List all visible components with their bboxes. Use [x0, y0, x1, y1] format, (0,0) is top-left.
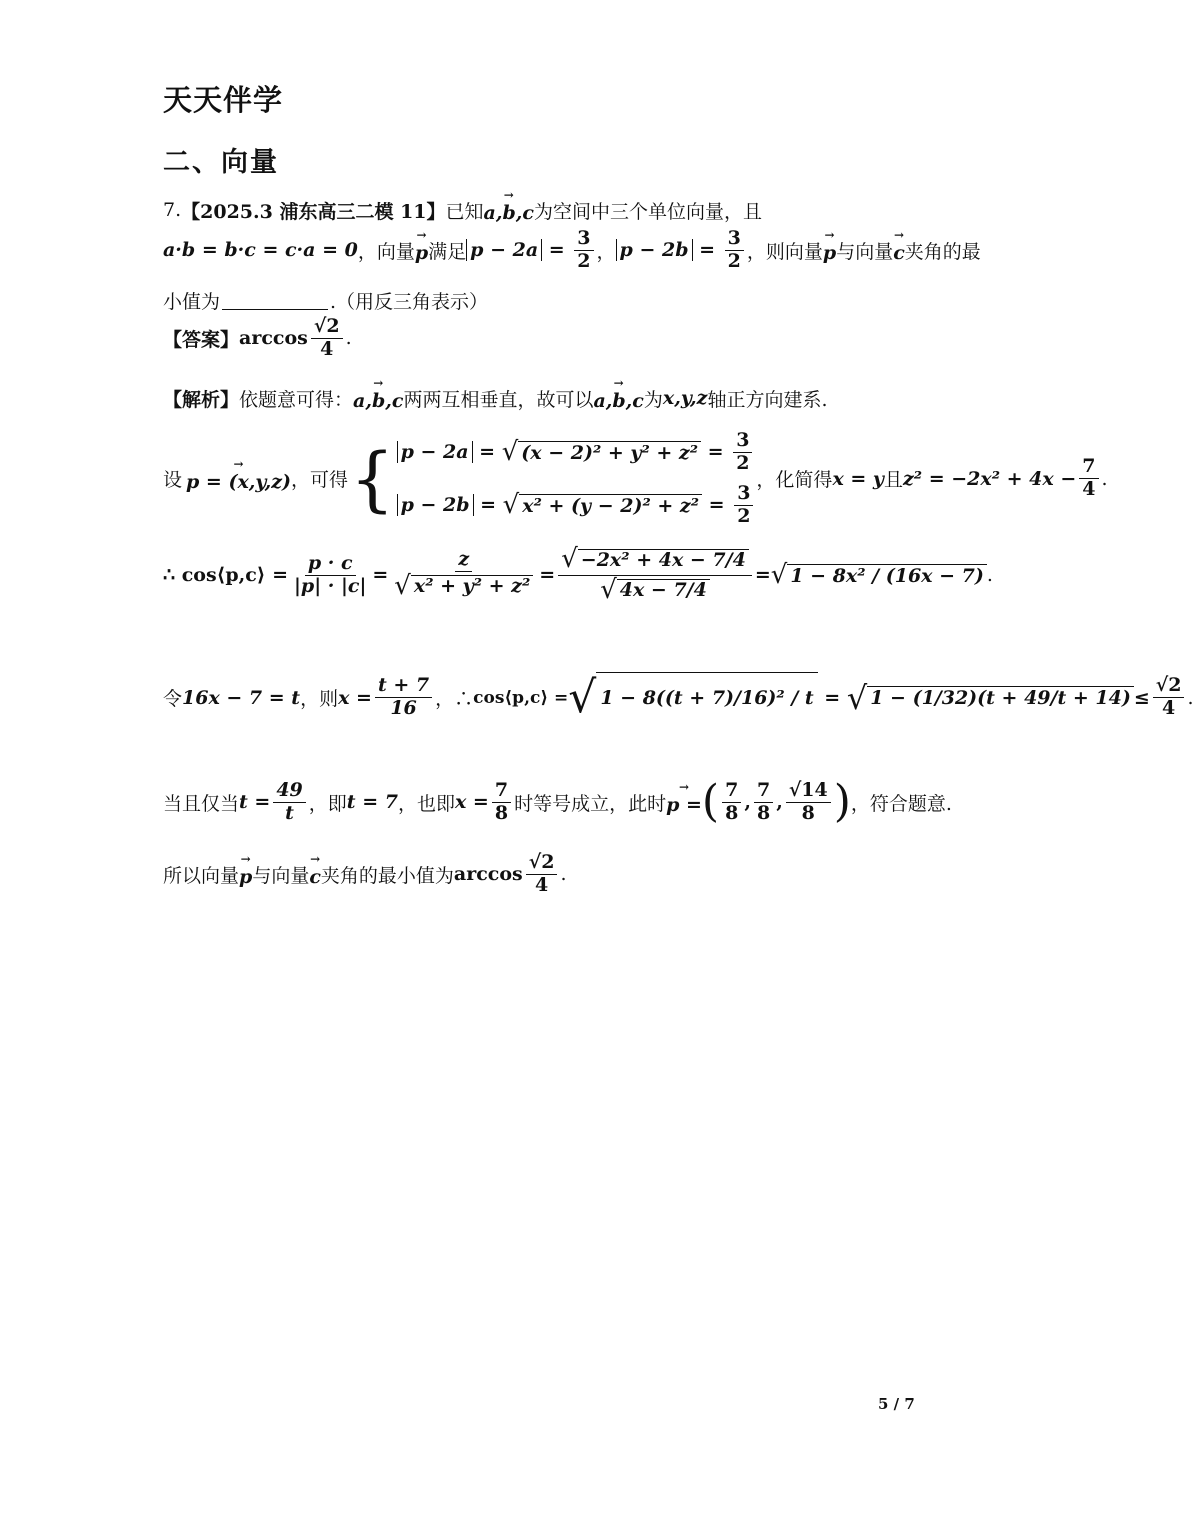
axes-xyz: x,y,z — [662, 387, 708, 409]
arccos-function: arccos — [453, 863, 523, 886]
analysis-label: 【解析】 — [163, 388, 240, 411]
p-definition: → p = (x,y,z) — [186, 465, 291, 493]
answer-line: 【答案】 arccos $\frac{√2}{4}$ . — [163, 315, 352, 360]
analysis-text: 依题意可得： — [239, 388, 354, 411]
fraction-3-2: $\frac{3}{2}$ — [725, 228, 744, 273]
brace-icon: { — [350, 437, 395, 520]
orthogonality-equation: a·b = b·c = c·a = 0 — [163, 239, 358, 262]
question-text: 夹角的最 — [904, 240, 981, 263]
subst-root-2: √ 1 − (1/32)(t + 49/t + 14) — [847, 679, 1134, 717]
question-text: 小值为 — [163, 291, 221, 313]
analysis-text: 为 — [643, 388, 663, 411]
question-source: 【2025.3 浦东高三二模 11】 — [181, 200, 446, 223]
question-number: 7. — [163, 199, 182, 221]
setup-text: ，可得 — [291, 469, 349, 492]
page-number: 5 / 7 — [878, 1395, 915, 1413]
subst-text: 令 — [163, 688, 183, 710]
answer-label: 【答案】 — [163, 328, 240, 351]
setup-text: ，化简得 — [756, 469, 833, 492]
question-text: 已知 — [445, 200, 484, 223]
vector-p: → p — [415, 236, 428, 264]
vector-c: → c — [309, 860, 321, 888]
setup-text: 设 — [163, 469, 183, 492]
condition-2: p − 2b — [616, 239, 693, 261]
answer-blank — [222, 291, 328, 310]
analysis-text: 两两互相垂直，故可以 — [403, 388, 594, 411]
analysis-line — [163, 384, 828, 412]
vector-abc: → a,b,c — [353, 384, 403, 412]
equality-text: ，即 — [308, 792, 347, 815]
setup-text: 且 — [883, 469, 903, 492]
vector-abc: → a,b,c — [593, 384, 643, 412]
fraction-3-2: $\frac{3}{2}$ — [574, 228, 593, 273]
system-equation-1: p − 2a = √ (x − 2)² + y² + z² = $\frac{3}{2}$ — [397, 430, 757, 475]
equality-text: ，也即 — [397, 792, 455, 815]
vector-c: → c — [893, 236, 905, 264]
question-text: .（用反三角表示） — [330, 291, 489, 313]
cos-root: √ 1 − 8x² / (16x − 7) — [771, 560, 987, 590]
vector-p: → p = — [666, 788, 702, 816]
cos-lead: ∴ cos⟨p,c⟩ = — [163, 564, 289, 587]
analysis-text: 轴正方向建系. — [707, 388, 828, 411]
x-equals-y: x = y — [832, 467, 884, 490]
vector-p: → p — [823, 236, 836, 264]
question-line-1 — [163, 196, 762, 224]
substitution-line: 令 16x − 7 = t ，则 x = $\frac{t + 7}{16}$ ，∴ cos⟨p,c⟩ = √ 1 − 8((t + 7)/16)² / t = √ 1 − (1/32)(t + 49/t + 14) ≤ $\frac{√2}{4}$ . — [163, 672, 1194, 723]
equation-system — [397, 430, 757, 527]
question-text: 满足 — [428, 240, 467, 263]
section-title: 二、向量 — [163, 147, 279, 178]
question-text: 与向量 — [836, 240, 894, 263]
question-line-3 — [163, 287, 488, 314]
vector-abc: → a,b,c — [484, 196, 534, 224]
subst-text: ，∴ — [435, 688, 474, 710]
question-line-2: a·b = b·c = c·a = 0 ，向量 → p 满足 p − 2a = $\frac{3}{2}$ ， p − 2b = $\frac{3}{2}$ ，则向量 → p 与向量 → c 夹角的最 — [163, 228, 981, 273]
equality-text: 时等号成立，此时 — [514, 792, 667, 815]
conclusion-text: 与向量 — [252, 864, 310, 887]
cos-fraction-1: $\frac{p \cdot c}{|p| \cdot |c|}$ — [294, 552, 367, 597]
answer-fraction: $\frac{√2}{4}$ — [311, 316, 343, 361]
system-equation-2: p − 2b = √ x² + (y − 2)² + z² = $\frac{3}{2}$ — [397, 483, 757, 528]
subst-root-1: √ 1 − 8((t + 7)/16)² / t — [568, 672, 817, 723]
cos-fraction-3: √ −2x² + 4x − 7/4 √ 4x − 7/4 — [558, 545, 752, 606]
question-text: ，则向量 — [746, 240, 823, 263]
z-squared-equation: z² = −2x² + 4x − — [902, 467, 1077, 490]
subst-text: ，则 — [300, 688, 339, 710]
conclusion-line: 所以向量 → p 与向量 → c 夹角的最小值为 arccos $\frac{√2}{4}$ . — [163, 852, 567, 897]
brand-title: 天天伴学 — [163, 83, 284, 117]
cos-derivation-line: ∴ cos⟨p,c⟩ = $\frac{p \cdot c}{|p| \cdot |c|}$ = z √ x² + y² + z² = √ −2x² + 4x − 7/4 √ 4x − 7/4 = √ 1 − 8x² / (16x − 7) . — [163, 544, 993, 605]
cos-fraction-2: z √ x² + y² + z² — [391, 549, 536, 602]
setup-line: 设 → p = (x,y,z) ，可得 { p − 2a = √ (x − 2)² + y² + z² = $\frac{3}{2}$ p − 2b = √ x² + (y − 2)² + z² = $\frac{3}{2}$ ，化简得 x = y 且 z² = −2x² + 4x − $\frac{7}{4}$ . — [163, 430, 1108, 527]
question-text: ，向量 — [357, 240, 415, 263]
conclusion-text: 所以向量 — [163, 864, 240, 887]
equality-text: ，符合题意. — [850, 792, 952, 815]
arccos-function: arccos — [239, 327, 308, 350]
t-definition: 16x − 7 = t — [182, 686, 301, 709]
conclusion-text: 夹角的最小值为 — [320, 864, 454, 887]
question-text: 为空间中三个单位向量，且 — [533, 200, 762, 223]
equality-line: 当且仅当 t = $\frac{49}{t}$ ，即 t = 7 ，也即 x = $\frac{7}{8}$ 时等号成立，此时 → p = ( $\frac{7}{8}$ , $\frac{7}{8}$ , $\frac{√14}{8}$ ) ，符合题意. — [163, 780, 952, 825]
condition-1: p − 2a — [466, 239, 542, 261]
vector-p: → p — [239, 860, 252, 888]
equality-text: 当且仅当 — [163, 792, 240, 815]
